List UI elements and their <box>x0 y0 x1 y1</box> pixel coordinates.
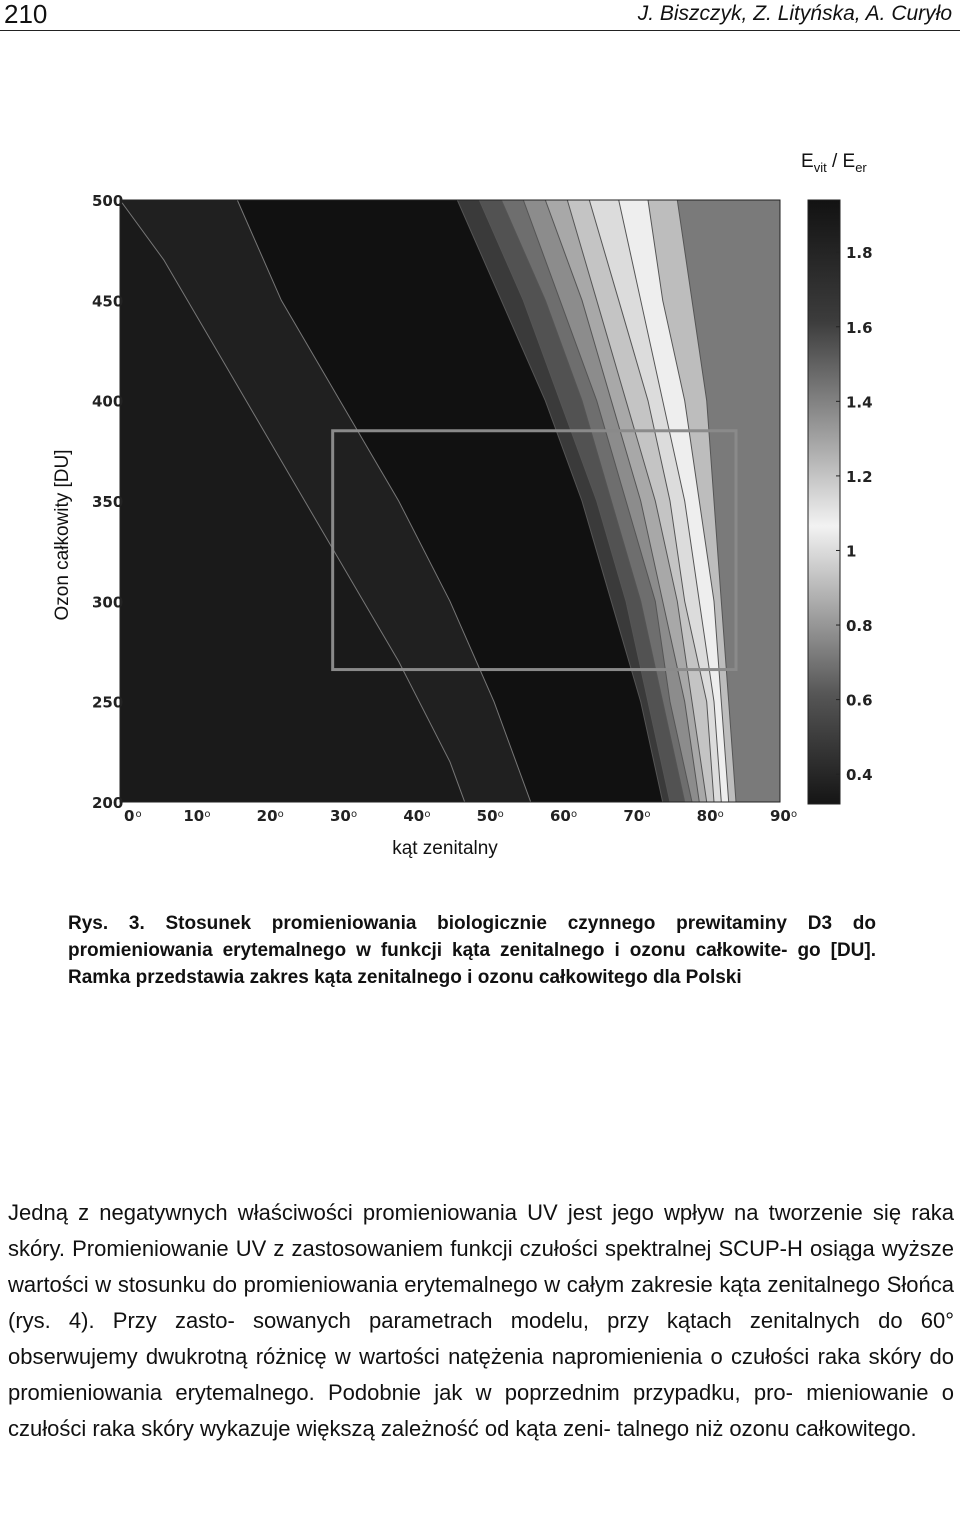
y-tick-label: 350 <box>92 493 124 511</box>
x-tick-label: 80 <box>696 807 718 825</box>
x-tick-degree: o <box>204 809 211 820</box>
x-tick-degree: o <box>351 809 358 820</box>
colorbar <box>808 200 840 804</box>
colorbar-tick-label: 1.4 <box>846 393 873 412</box>
colorbar-tick-label: 0.8 <box>846 617 873 636</box>
x-tick-labels <box>124 807 797 825</box>
y-tick-label: 500 <box>92 192 124 210</box>
x-tick-label: 60 <box>550 807 571 825</box>
x-tick-label: 10 <box>183 807 205 825</box>
y-tick-label: 250 <box>92 693 124 712</box>
colorbar-tick-labels <box>836 244 873 784</box>
x-tick-label: 50 <box>476 807 498 825</box>
colorbar-title-mid: / E <box>826 151 856 172</box>
x-tick-label: 30 <box>330 807 351 825</box>
x-tick-degree: o <box>644 809 651 820</box>
y-tick-label: 400 <box>92 392 124 411</box>
colorbar-title-base1: E <box>801 151 814 172</box>
y-axis-label: Ozon całkowity [DU] <box>52 449 73 621</box>
x-axis-label: kąt zenitalny <box>392 838 498 859</box>
colorbar-title-sub2: er <box>855 160 867 175</box>
x-tick-degree: o <box>791 809 798 820</box>
colorbar-title <box>801 151 867 175</box>
x-tick-degree: o <box>135 809 142 820</box>
x-tick-label: 20 <box>256 807 278 825</box>
colorbar-tick-label: 1.6 <box>846 318 873 337</box>
x-tick-degree: o <box>424 809 431 820</box>
contour-chart <box>0 140 960 870</box>
page-number: 210 <box>4 0 48 29</box>
x-tick-label: 0 <box>124 807 135 825</box>
colorbar-tick-label: 1.2 <box>846 467 873 486</box>
colorbar-tick-label: 1 <box>846 542 857 561</box>
running-header: J. Biszczyk, Z. Lityńska, A. Curyło <box>637 2 952 25</box>
x-tick-degree: o <box>717 809 724 820</box>
x-tick-label: 40 <box>403 807 425 825</box>
x-tick-label: 90 <box>770 807 791 825</box>
colorbar-tick-label: 0.4 <box>846 766 873 785</box>
y-tick-label: 300 <box>92 593 124 612</box>
x-tick-label: 70 <box>623 807 645 825</box>
header-rule <box>0 30 960 31</box>
x-tick-degree: o <box>277 809 284 820</box>
y-tick-label: 200 <box>92 794 124 812</box>
y-tick-label: 450 <box>92 292 124 311</box>
figure-caption: Rys. 3. Stosunek promieniowania biologicznie czynnego prewitaminy D3 do promieniowania erytemalnego w funkcji kąta zenitalnego i ozonu całkowite- go [DU]. Ramka przedstawia zakres kąta zenitalnego i ozonu całkowitego dla Polski <box>68 913 876 988</box>
x-tick-degree: o <box>497 809 504 820</box>
colorbar-title-sub1: vit <box>813 160 827 175</box>
body-paragraph: Jedną z negatywnych właściwości promieniowania UV jest jego wpływ na tworzenie się raka skóry. Promieniowanie UV z zastosowaniem funkcji czułości spektralnej SCUP-H osiąga wyższe wartości w stosunku do promieniowania erytemalnego w całym zakresie kąta zenitalnego Słońca (rys. 4). Przy zasto- sowanych parametrach modelu, przy kątach zenitalnych do 60° obserwujemy dwukrotną różnicę w wartości natężenia napromienienia o czułości raka skóry do promieniowania erytemalnego. Podobnie jak w poprzednim przypadku, pro- mieniowanie o czułości raka skóry wykazuje większą zależność od kąta zeni- talnego niż ozonu całkowitego. <box>8 1200 954 1441</box>
y-tick-labels <box>92 192 123 812</box>
x-tick-degree: o <box>571 809 578 820</box>
colorbar-tick-label: 0.6 <box>846 691 873 710</box>
colorbar-tick-label: 1.8 <box>846 244 873 263</box>
